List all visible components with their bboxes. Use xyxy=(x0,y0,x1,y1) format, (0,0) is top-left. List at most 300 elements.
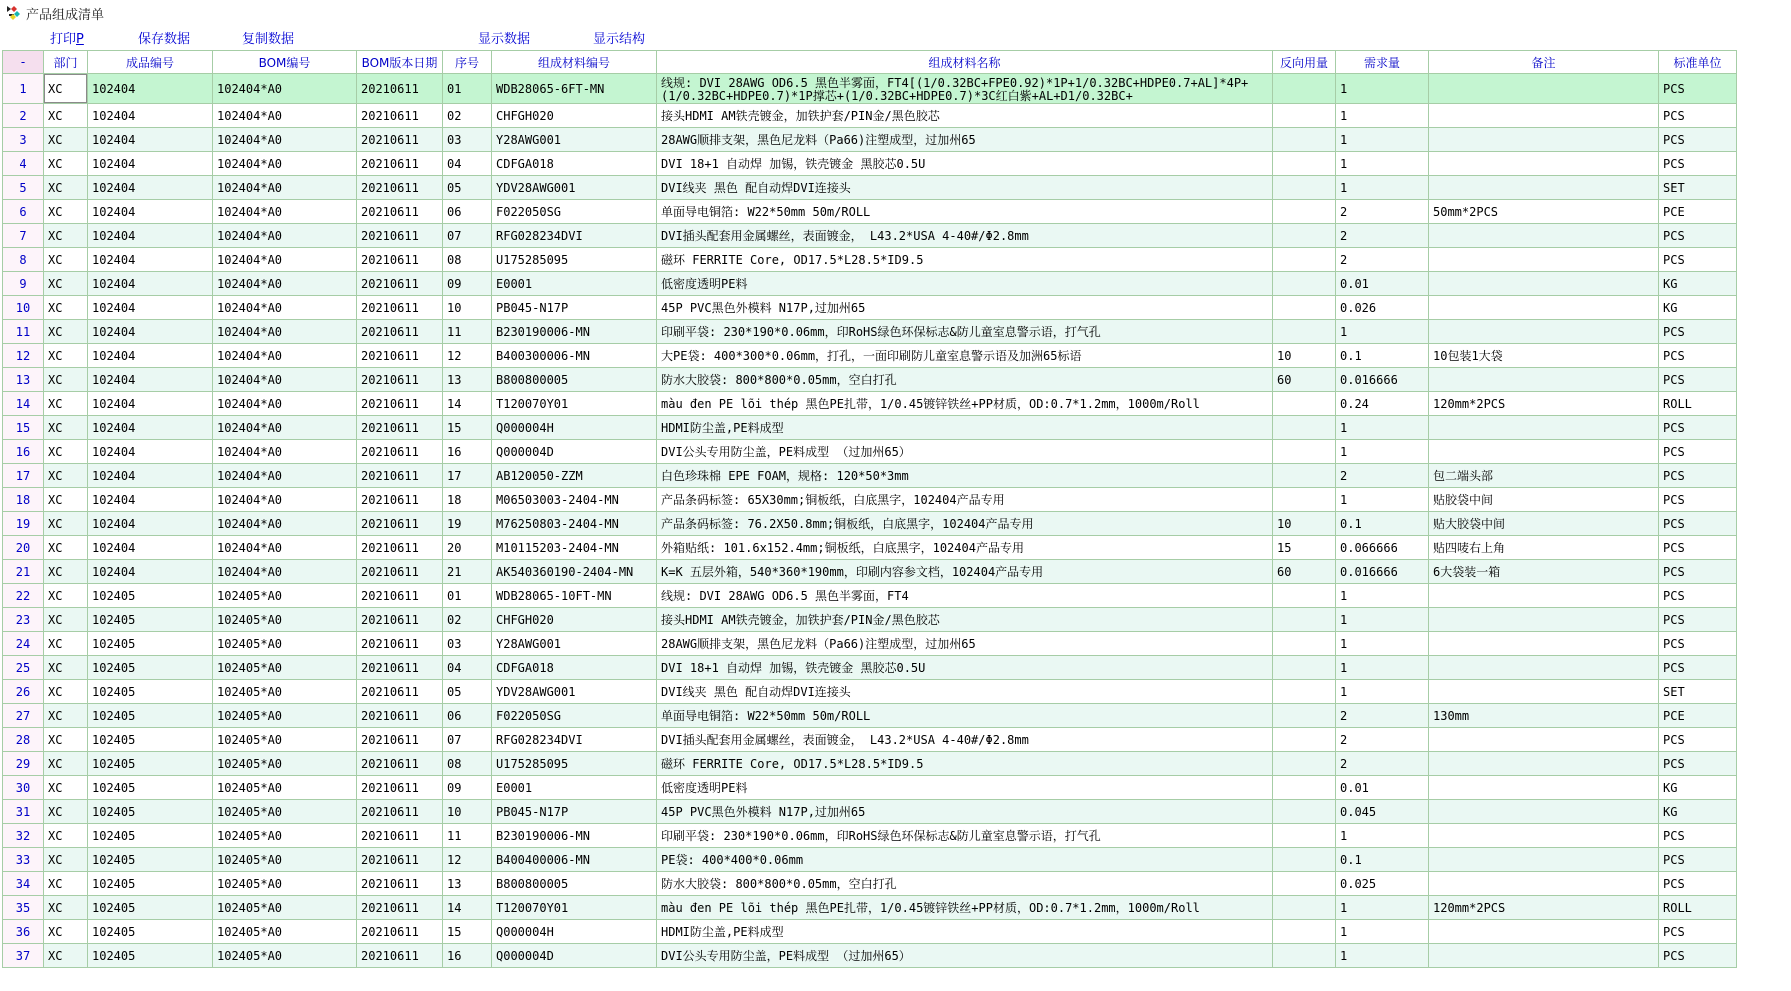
material-no-cell[interactable]: T120070Y01 xyxy=(492,896,657,920)
bom-no-cell[interactable]: 102405*A0 xyxy=(213,872,357,896)
bom-no-cell[interactable]: 102405*A0 xyxy=(213,632,357,656)
dept-cell[interactable]: XC xyxy=(44,272,88,296)
material-name-cell[interactable]: 线规: DVI 28AWG OD6.5 黑色半雾面，FT4 xyxy=(657,584,1273,608)
demand-qty-cell[interactable]: 1 xyxy=(1336,320,1429,344)
material-no-cell[interactable]: WDB28065-10FT-MN xyxy=(492,584,657,608)
reverse-qty-cell[interactable] xyxy=(1273,752,1336,776)
dept-cell[interactable]: XC xyxy=(44,392,88,416)
row-number-cell[interactable]: 21 xyxy=(3,560,44,584)
row-number-cell[interactable]: 25 xyxy=(3,656,44,680)
material-name-cell[interactable]: 防水大胶袋: 800*800*0.05mm，空白打孔 xyxy=(657,872,1273,896)
demand-qty-cell[interactable]: 2 xyxy=(1336,464,1429,488)
bom-date-cell[interactable]: 20210611 xyxy=(357,416,443,440)
bom-date-cell[interactable]: 20210611 xyxy=(357,74,443,104)
product-no-cell[interactable]: 102404 xyxy=(88,104,213,128)
reverse-qty-cell[interactable] xyxy=(1273,872,1336,896)
unit-cell[interactable]: PCE xyxy=(1659,200,1737,224)
dept-cell[interactable]: XC xyxy=(44,104,88,128)
row-number-cell[interactable]: 34 xyxy=(3,872,44,896)
product-no-cell[interactable]: 102404 xyxy=(88,128,213,152)
bom-date-cell[interactable]: 20210611 xyxy=(357,272,443,296)
dept-cell[interactable]: XC xyxy=(44,248,88,272)
material-name-cell[interactable]: K=K 五层外箱，540*360*190mm，印刷内容参文档，102404产品专用 xyxy=(657,560,1273,584)
menu-item-save-data[interactable]: 保存数据 xyxy=(138,32,191,47)
unit-cell[interactable]: KG xyxy=(1659,800,1737,824)
bom-no-cell[interactable]: 102405*A0 xyxy=(213,656,357,680)
reverse-qty-cell[interactable] xyxy=(1273,584,1336,608)
product-no-cell[interactable]: 102405 xyxy=(88,608,213,632)
material-no-cell[interactable]: AK540360190-2404-MN xyxy=(492,560,657,584)
material-name-cell[interactable]: DVI线夹 黑色 配自动焊DVI连接头 xyxy=(657,176,1273,200)
demand-qty-cell[interactable]: 1 xyxy=(1336,104,1429,128)
demand-qty-cell[interactable]: 0.016666 xyxy=(1336,560,1429,584)
product-no-cell[interactable]: 102405 xyxy=(88,728,213,752)
material-no-cell[interactable]: E0001 xyxy=(492,776,657,800)
unit-cell[interactable]: PCS xyxy=(1659,728,1737,752)
seq-cell[interactable]: 11 xyxy=(443,320,492,344)
remark-cell[interactable] xyxy=(1429,176,1659,200)
material-name-cell[interactable]: 印刷平袋: 230*190*0.06mm，印RoHS绿色环保标志&防儿童室息警示语，打气孔 xyxy=(657,320,1273,344)
unit-cell[interactable]: PCS xyxy=(1659,368,1737,392)
material-no-cell[interactable]: RFG028234DVI xyxy=(492,224,657,248)
reverse-qty-cell[interactable] xyxy=(1273,656,1336,680)
seq-cell[interactable]: 09 xyxy=(443,776,492,800)
bom-date-cell[interactable]: 20210611 xyxy=(357,512,443,536)
row-number-cell[interactable]: 31 xyxy=(3,800,44,824)
unit-cell[interactable]: PCS xyxy=(1659,584,1737,608)
product-no-cell[interactable]: 102404 xyxy=(88,344,213,368)
material-no-cell[interactable]: Q000004H xyxy=(492,920,657,944)
dept-cell[interactable]: XC xyxy=(44,800,88,824)
bom-no-cell[interactable]: 102405*A0 xyxy=(213,704,357,728)
material-no-cell[interactable]: M06503003-2404-MN xyxy=(492,488,657,512)
bom-date-cell[interactable]: 20210611 xyxy=(357,848,443,872)
product-no-cell[interactable]: 102405 xyxy=(88,872,213,896)
reverse-qty-cell[interactable] xyxy=(1273,608,1336,632)
demand-qty-cell[interactable]: 0.01 xyxy=(1336,272,1429,296)
unit-cell[interactable]: PCS xyxy=(1659,536,1737,560)
demand-qty-cell[interactable]: 0.016666 xyxy=(1336,368,1429,392)
dept-cell[interactable]: XC xyxy=(44,512,88,536)
product-no-cell[interactable]: 102404 xyxy=(88,416,213,440)
product-no-cell[interactable]: 102404 xyxy=(88,74,213,104)
reverse-qty-cell[interactable] xyxy=(1273,704,1336,728)
dept-cell[interactable]: XC xyxy=(44,680,88,704)
bom-date-cell[interactable]: 20210611 xyxy=(357,128,443,152)
unit-cell[interactable]: PCS xyxy=(1659,632,1737,656)
product-no-cell[interactable]: 102404 xyxy=(88,368,213,392)
reverse-qty-cell[interactable] xyxy=(1273,176,1336,200)
dept-cell[interactable]: XC xyxy=(44,224,88,248)
material-no-cell[interactable]: YDV28AWG001 xyxy=(492,680,657,704)
dept-cell[interactable]: XC xyxy=(44,944,88,968)
unit-cell[interactable]: PCS xyxy=(1659,248,1737,272)
seq-cell[interactable]: 14 xyxy=(443,896,492,920)
unit-cell[interactable]: PCS xyxy=(1659,320,1737,344)
dept-cell[interactable]: XC xyxy=(44,920,88,944)
bom-no-cell[interactable]: 102405*A0 xyxy=(213,584,357,608)
row-number-cell[interactable]: 7 xyxy=(3,224,44,248)
bom-date-cell[interactable]: 20210611 xyxy=(357,248,443,272)
bom-no-cell[interactable]: 102404*A0 xyxy=(213,560,357,584)
demand-qty-cell[interactable]: 0.01 xyxy=(1336,776,1429,800)
row-number-cell[interactable]: 8 xyxy=(3,248,44,272)
material-name-cell[interactable]: 磁环 FERRITE Core, OD17.5*L28.5*ID9.5 xyxy=(657,752,1273,776)
dept-cell[interactable]: XC xyxy=(44,320,88,344)
product-no-cell[interactable]: 102405 xyxy=(88,680,213,704)
dept-cell[interactable]: XC xyxy=(44,824,88,848)
bom-date-cell[interactable]: 20210611 xyxy=(357,224,443,248)
product-no-cell[interactable]: 102405 xyxy=(88,848,213,872)
product-no-cell[interactable]: 102405 xyxy=(88,584,213,608)
seq-cell[interactable]: 17 xyxy=(443,464,492,488)
demand-qty-cell[interactable]: 2 xyxy=(1336,752,1429,776)
seq-cell[interactable]: 13 xyxy=(443,368,492,392)
remark-cell[interactable]: 贴胶袋中间 xyxy=(1429,488,1659,512)
row-number-cell[interactable]: 35 xyxy=(3,896,44,920)
material-name-cell[interactable]: DVI插头配套用金属螺丝，表面镀金， L43.2*USA 4-40#/Φ2.8mm xyxy=(657,728,1273,752)
unit-cell[interactable]: PCS xyxy=(1659,872,1737,896)
bom-no-cell[interactable]: 102405*A0 xyxy=(213,848,357,872)
row-number-cell[interactable]: 33 xyxy=(3,848,44,872)
dept-cell[interactable]: XC xyxy=(44,872,88,896)
row-number-cell[interactable]: 28 xyxy=(3,728,44,752)
row-number-cell[interactable]: 13 xyxy=(3,368,44,392)
reverse-qty-cell[interactable] xyxy=(1273,152,1336,176)
reverse-qty-cell[interactable] xyxy=(1273,128,1336,152)
dept-cell[interactable]: XC xyxy=(44,440,88,464)
bom-no-cell[interactable]: 102405*A0 xyxy=(213,608,357,632)
seq-cell[interactable]: 01 xyxy=(443,74,492,104)
product-no-cell[interactable]: 102404 xyxy=(88,272,213,296)
product-no-cell[interactable]: 102405 xyxy=(88,896,213,920)
reverse-qty-cell[interactable] xyxy=(1273,824,1336,848)
demand-qty-cell[interactable]: 2 xyxy=(1336,224,1429,248)
unit-cell[interactable]: PCS xyxy=(1659,152,1737,176)
unit-cell[interactable]: PCS xyxy=(1659,128,1737,152)
material-no-cell[interactable]: M10115203-2404-MN xyxy=(492,536,657,560)
bom-date-cell[interactable]: 20210611 xyxy=(357,176,443,200)
unit-cell[interactable]: ROLL xyxy=(1659,392,1737,416)
remark-cell[interactable] xyxy=(1429,272,1659,296)
dept-cell[interactable]: XC xyxy=(44,632,88,656)
remark-cell[interactable] xyxy=(1429,440,1659,464)
dept-cell[interactable]: XC xyxy=(44,536,88,560)
dept-cell[interactable]: XC xyxy=(44,416,88,440)
product-no-cell[interactable]: 102404 xyxy=(88,224,213,248)
material-no-cell[interactable]: RFG028234DVI xyxy=(492,728,657,752)
product-no-cell[interactable]: 102404 xyxy=(88,488,213,512)
bom-no-cell[interactable]: 102405*A0 xyxy=(213,776,357,800)
material-no-cell[interactable]: B800800005 xyxy=(492,872,657,896)
row-number-cell[interactable]: 30 xyxy=(3,776,44,800)
product-no-cell[interactable]: 102405 xyxy=(88,704,213,728)
bom-no-cell[interactable]: 102405*A0 xyxy=(213,920,357,944)
dept-cell[interactable]: XC xyxy=(44,608,88,632)
dept-cell[interactable]: XC xyxy=(44,74,88,104)
material-name-cell[interactable]: 低密度透明PE料 xyxy=(657,776,1273,800)
material-name-cell[interactable]: DVI公头专用防尘盖，PE料成型 （过加州65） xyxy=(657,440,1273,464)
row-number-cell[interactable]: 6 xyxy=(3,200,44,224)
seq-cell[interactable]: 19 xyxy=(443,512,492,536)
reverse-qty-cell[interactable] xyxy=(1273,896,1336,920)
material-name-cell[interactable]: 白色珍珠棉 EPE FOAM，规格: 120*50*3mm xyxy=(657,464,1273,488)
material-name-cell[interactable]: 产品条码标签: 65X30mm;铜板纸，白底黑字，102404产品专用 xyxy=(657,488,1273,512)
material-no-cell[interactable]: B230190006-MN xyxy=(492,824,657,848)
remark-cell[interactable]: 6大袋装一箱 xyxy=(1429,560,1659,584)
bom-date-cell[interactable]: 20210611 xyxy=(357,776,443,800)
remark-cell[interactable] xyxy=(1429,128,1659,152)
dept-cell[interactable]: XC xyxy=(44,848,88,872)
product-no-cell[interactable]: 102405 xyxy=(88,776,213,800)
material-no-cell[interactable]: PB045-N17P xyxy=(492,800,657,824)
material-no-cell[interactable]: Q000004H xyxy=(492,416,657,440)
seq-cell[interactable]: 07 xyxy=(443,224,492,248)
remark-cell[interactable] xyxy=(1429,656,1659,680)
seq-cell[interactable]: 12 xyxy=(443,848,492,872)
material-no-cell[interactable]: F022050SG xyxy=(492,200,657,224)
dept-cell[interactable]: XC xyxy=(44,128,88,152)
dept-cell[interactable]: XC xyxy=(44,896,88,920)
reverse-qty-cell[interactable] xyxy=(1273,488,1336,512)
material-name-cell[interactable]: 大PE袋: 400*300*0.06mm，打孔，一面印刷防儿童室息警示语及加洲65标语 xyxy=(657,344,1273,368)
demand-qty-cell[interactable]: 2 xyxy=(1336,200,1429,224)
material-no-cell[interactable]: U175285095 xyxy=(492,248,657,272)
seq-cell[interactable]: 15 xyxy=(443,416,492,440)
bom-date-cell[interactable]: 20210611 xyxy=(357,440,443,464)
row-number-cell[interactable]: 32 xyxy=(3,824,44,848)
product-no-cell[interactable]: 102404 xyxy=(88,464,213,488)
seq-cell[interactable]: 10 xyxy=(443,800,492,824)
material-no-cell[interactable]: F022050SG xyxy=(492,704,657,728)
material-no-cell[interactable]: Q000004D xyxy=(492,944,657,968)
dept-cell[interactable]: XC xyxy=(44,152,88,176)
unit-cell[interactable]: PCS xyxy=(1659,512,1737,536)
material-no-cell[interactable]: B230190006-MN xyxy=(492,320,657,344)
bom-no-cell[interactable]: 102404*A0 xyxy=(213,248,357,272)
remark-cell[interactable] xyxy=(1429,632,1659,656)
material-no-cell[interactable]: B400400006-MN xyxy=(492,848,657,872)
seq-cell[interactable]: 01 xyxy=(443,584,492,608)
reverse-qty-cell[interactable] xyxy=(1273,320,1336,344)
seq-cell[interactable]: 04 xyxy=(443,152,492,176)
seq-cell[interactable]: 16 xyxy=(443,944,492,968)
material-no-cell[interactable]: YDV28AWG001 xyxy=(492,176,657,200)
material-name-cell[interactable]: DVI公头专用防尘盖，PE料成型 （过加州65） xyxy=(657,944,1273,968)
remark-cell[interactable] xyxy=(1429,944,1659,968)
material-name-cell[interactable]: 防水大胶袋: 800*800*0.05mm，空白打孔 xyxy=(657,368,1273,392)
remark-cell[interactable] xyxy=(1429,776,1659,800)
unit-cell[interactable]: KG xyxy=(1659,776,1737,800)
reverse-qty-cell[interactable] xyxy=(1273,104,1336,128)
bom-date-cell[interactable]: 20210611 xyxy=(357,584,443,608)
demand-qty-cell[interactable]: 1 xyxy=(1336,896,1429,920)
remark-cell[interactable]: 贴大胶袋中间 xyxy=(1429,512,1659,536)
dept-cell[interactable]: XC xyxy=(44,176,88,200)
dept-cell[interactable]: XC xyxy=(44,560,88,584)
demand-qty-cell[interactable]: 2 xyxy=(1336,248,1429,272)
seq-cell[interactable]: 05 xyxy=(443,680,492,704)
remark-cell[interactable] xyxy=(1429,800,1659,824)
product-no-cell[interactable]: 102404 xyxy=(88,560,213,584)
unit-cell[interactable]: PCE xyxy=(1659,704,1737,728)
row-number-cell[interactable]: 37 xyxy=(3,944,44,968)
product-no-cell[interactable]: 102405 xyxy=(88,752,213,776)
unit-cell[interactable]: KG xyxy=(1659,296,1737,320)
material-no-cell[interactable]: CDFGA018 xyxy=(492,656,657,680)
seq-cell[interactable]: 03 xyxy=(443,632,492,656)
bom-no-cell[interactable]: 102404*A0 xyxy=(213,320,357,344)
bom-no-cell[interactable]: 102404*A0 xyxy=(213,368,357,392)
demand-qty-cell[interactable]: 1 xyxy=(1336,74,1429,104)
row-number-cell[interactable]: 16 xyxy=(3,440,44,464)
reverse-qty-cell[interactable] xyxy=(1273,296,1336,320)
bom-date-cell[interactable]: 20210611 xyxy=(357,800,443,824)
unit-cell[interactable]: PCS xyxy=(1659,920,1737,944)
material-name-cell[interactable]: 线规: DVI 28AWG OD6.5 黑色半雾面，FT4[(1/0.32BC+FPE0.92)*1P+1/0.32BC+HDPE0.7+AL]*4P+(1/0.32BC+HDPE0.7)*1P撑芯+(1/0.32BC+HDPE0.7)*3C红白紫+AL+D1/0.32BC+ xyxy=(657,74,1273,104)
seq-cell[interactable]: 20 xyxy=(443,536,492,560)
bom-date-cell[interactable]: 20210611 xyxy=(357,368,443,392)
remark-cell[interactable] xyxy=(1429,728,1659,752)
material-no-cell[interactable]: T120070Y01 xyxy=(492,392,657,416)
reverse-qty-cell[interactable] xyxy=(1273,680,1336,704)
demand-qty-cell[interactable]: 1 xyxy=(1336,608,1429,632)
product-no-cell[interactable]: 102404 xyxy=(88,392,213,416)
reverse-qty-cell[interactable] xyxy=(1273,392,1336,416)
bom-no-cell[interactable]: 102404*A0 xyxy=(213,488,357,512)
row-number-cell[interactable]: 23 xyxy=(3,608,44,632)
seq-cell[interactable]: 04 xyxy=(443,656,492,680)
demand-qty-cell[interactable]: 1 xyxy=(1336,680,1429,704)
reverse-qty-cell[interactable] xyxy=(1273,848,1336,872)
bom-no-cell[interactable]: 102404*A0 xyxy=(213,74,357,104)
product-no-cell[interactable]: 102404 xyxy=(88,152,213,176)
product-no-cell[interactable]: 102404 xyxy=(88,320,213,344)
product-no-cell[interactable]: 102404 xyxy=(88,176,213,200)
demand-qty-cell[interactable]: 1 xyxy=(1336,584,1429,608)
bom-date-cell[interactable]: 20210611 xyxy=(357,872,443,896)
dept-cell[interactable]: XC xyxy=(44,344,88,368)
row-number-cell[interactable]: 11 xyxy=(3,320,44,344)
material-name-cell[interactable]: 28AWG顺排支架，黑色尼龙料（Pa66)注塑成型，过加州65 xyxy=(657,128,1273,152)
bom-date-cell[interactable]: 20210611 xyxy=(357,320,443,344)
reverse-qty-cell[interactable] xyxy=(1273,632,1336,656)
reverse-qty-cell[interactable]: 15 xyxy=(1273,536,1336,560)
unit-cell[interactable]: SET xyxy=(1659,680,1737,704)
bom-date-cell[interactable]: 20210611 xyxy=(357,344,443,368)
material-name-cell[interactable]: 28AWG顺排支架，黑色尼龙料（Pa66)注塑成型，过加州65 xyxy=(657,632,1273,656)
unit-cell[interactable]: PCS xyxy=(1659,416,1737,440)
row-number-cell[interactable]: 2 xyxy=(3,104,44,128)
bom-no-cell[interactable]: 102404*A0 xyxy=(213,512,357,536)
material-no-cell[interactable]: Y28AWG001 xyxy=(492,632,657,656)
product-no-cell[interactable]: 102404 xyxy=(88,440,213,464)
reverse-qty-cell[interactable]: 60 xyxy=(1273,560,1336,584)
material-name-cell[interactable]: màu đen PE lõi thép 黑色PE扎带，1/0.45镀锌铁丝+PP材质，OD:0.7*1.2mm，1000m/Roll xyxy=(657,896,1273,920)
remark-cell[interactable] xyxy=(1429,584,1659,608)
dept-cell[interactable]: XC xyxy=(44,656,88,680)
material-no-cell[interactable]: Q000004D xyxy=(492,440,657,464)
dept-cell[interactable]: XC xyxy=(44,488,88,512)
bom-date-cell[interactable]: 20210611 xyxy=(357,152,443,176)
remark-cell[interactable] xyxy=(1429,224,1659,248)
seq-cell[interactable]: 16 xyxy=(443,440,492,464)
material-name-cell[interactable]: DVI插头配套用金属螺丝，表面镀金， L43.2*USA 4-40#/Φ2.8mm xyxy=(657,224,1273,248)
seq-cell[interactable]: 06 xyxy=(443,704,492,728)
row-number-cell[interactable]: 4 xyxy=(3,152,44,176)
remark-cell[interactable]: 120mm*2PCS xyxy=(1429,896,1659,920)
demand-qty-cell[interactable]: 1 xyxy=(1336,488,1429,512)
material-no-cell[interactable]: AB120050-ZZM xyxy=(492,464,657,488)
unit-cell[interactable]: PCS xyxy=(1659,944,1737,968)
unit-cell[interactable]: ROLL xyxy=(1659,896,1737,920)
row-number-cell[interactable]: 18 xyxy=(3,488,44,512)
demand-qty-cell[interactable]: 0.1 xyxy=(1336,512,1429,536)
unit-cell[interactable]: PCS xyxy=(1659,464,1737,488)
material-no-cell[interactable]: CHFGH020 xyxy=(492,608,657,632)
material-no-cell[interactable]: CDFGA018 xyxy=(492,152,657,176)
seq-cell[interactable]: 07 xyxy=(443,728,492,752)
bom-no-cell[interactable]: 102405*A0 xyxy=(213,752,357,776)
demand-qty-cell[interactable]: 1 xyxy=(1336,152,1429,176)
material-name-cell[interactable]: HDMI防尘盖,PE料成型 xyxy=(657,920,1273,944)
reverse-qty-cell[interactable] xyxy=(1273,416,1336,440)
row-number-cell[interactable]: 27 xyxy=(3,704,44,728)
material-no-cell[interactable]: B800800005 xyxy=(492,368,657,392)
demand-qty-cell[interactable]: 1 xyxy=(1336,416,1429,440)
product-no-cell[interactable]: 102405 xyxy=(88,800,213,824)
demand-qty-cell[interactable]: 0.026 xyxy=(1336,296,1429,320)
seq-cell[interactable]: 05 xyxy=(443,176,492,200)
unit-cell[interactable]: PCS xyxy=(1659,104,1737,128)
reverse-qty-cell[interactable] xyxy=(1273,272,1336,296)
bom-no-cell[interactable]: 102404*A0 xyxy=(213,536,357,560)
demand-qty-cell[interactable]: 0.1 xyxy=(1336,848,1429,872)
material-name-cell[interactable]: DVI线夹 黑色 配自动焊DVI连接头 xyxy=(657,680,1273,704)
row-number-cell[interactable]: 24 xyxy=(3,632,44,656)
demand-qty-cell[interactable]: 1 xyxy=(1336,944,1429,968)
bom-no-cell[interactable]: 102404*A0 xyxy=(213,440,357,464)
remark-cell[interactable] xyxy=(1429,752,1659,776)
row-number-cell[interactable]: 5 xyxy=(3,176,44,200)
remark-cell[interactable] xyxy=(1429,872,1659,896)
row-number-cell[interactable]: 12 xyxy=(3,344,44,368)
demand-qty-cell[interactable]: 0.24 xyxy=(1336,392,1429,416)
product-no-cell[interactable]: 102405 xyxy=(88,824,213,848)
material-no-cell[interactable]: U175285095 xyxy=(492,752,657,776)
remark-cell[interactable] xyxy=(1429,416,1659,440)
dept-cell[interactable]: XC xyxy=(44,728,88,752)
row-number-cell[interactable]: 29 xyxy=(3,752,44,776)
demand-qty-cell[interactable]: 0.066666 xyxy=(1336,536,1429,560)
bom-date-cell[interactable]: 20210611 xyxy=(357,944,443,968)
demand-qty-cell[interactable]: 1 xyxy=(1336,920,1429,944)
seq-cell[interactable]: 02 xyxy=(443,608,492,632)
bom-date-cell[interactable]: 20210611 xyxy=(357,680,443,704)
row-number-cell[interactable]: 10 xyxy=(3,296,44,320)
unit-cell[interactable]: PCS xyxy=(1659,74,1737,104)
unit-cell[interactable]: PCS xyxy=(1659,344,1737,368)
reverse-qty-cell[interactable]: 60 xyxy=(1273,368,1336,392)
dept-cell[interactable]: XC xyxy=(44,464,88,488)
row-number-cell[interactable]: 14 xyxy=(3,392,44,416)
product-no-cell[interactable]: 102405 xyxy=(88,920,213,944)
row-number-cell[interactable]: 20 xyxy=(3,536,44,560)
row-number-cell[interactable]: 26 xyxy=(3,680,44,704)
bom-date-cell[interactable]: 20210611 xyxy=(357,896,443,920)
demand-qty-cell[interactable]: 0.1 xyxy=(1336,344,1429,368)
row-number-cell[interactable]: 17 xyxy=(3,464,44,488)
